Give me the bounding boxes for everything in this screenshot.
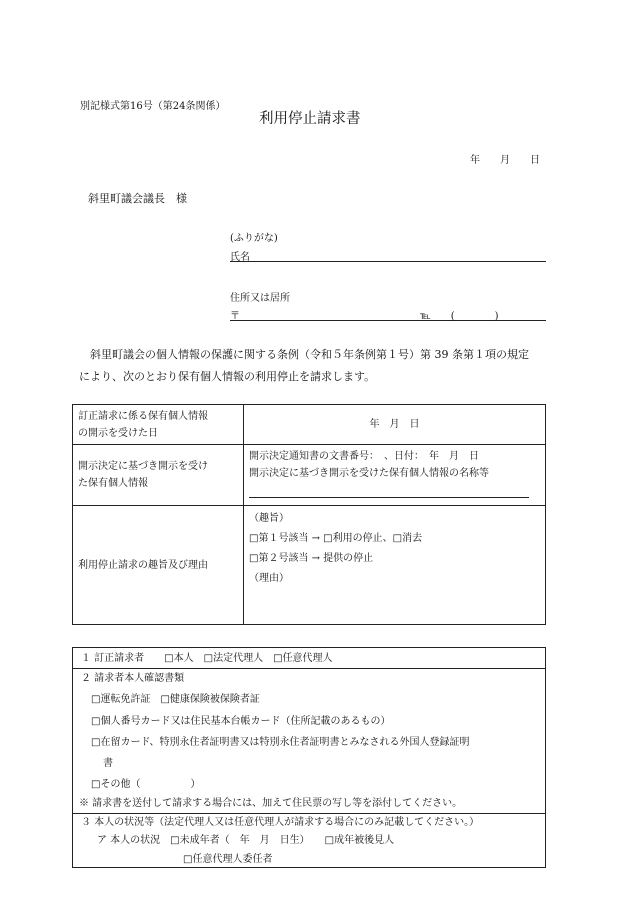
name-field[interactable] — [230, 248, 546, 262]
status-title: ３ 本人の状況等（法定代理人又は任意代理人が請求する場合にのみ記載してください。） — [81, 817, 480, 828]
disclosure-date-label: 訂正請求に係る保有個人情報 の開示を受けた日 — [73, 405, 244, 445]
id-doc-3-cont: 書 — [103, 758, 113, 769]
id-doc-other[interactable]: □その他（ ） — [91, 779, 201, 790]
tel-mark: ℡ ( ) — [420, 311, 499, 322]
address-label: 住所又は居所 — [230, 293, 290, 304]
furigana-label: (ふりがな) — [230, 233, 278, 244]
status-line-2[interactable]: □任意代理人委任者 — [183, 854, 273, 865]
purpose-reason-field[interactable]: （趣旨） □第１号該当 → □利用の停止、□消去 □第２号該当 → 提供の停止 （理由） — [244, 506, 546, 625]
date-line: 年 月 日 — [470, 155, 540, 166]
page-title: 利用停止請求書 — [259, 111, 361, 127]
intro-line-2: により、次のとおり保有個人情報の利用停止を請求します。 — [79, 370, 376, 383]
disclosed-info-label: 開示決定に基づき開示を受け た保有個人情報 — [73, 445, 244, 506]
requester-info-box — [72, 647, 546, 868]
id-doc-3[interactable]: □在留カード、特別永住者証明書又は特別永住者証明書とみなされる外国人登録証明 — [91, 737, 470, 748]
address-field[interactable] — [230, 307, 546, 321]
request-table — [72, 404, 546, 625]
mail-note: ※ 請求書を送付して請求する場合には、加えて住民票の写し等を添付してください。 — [79, 798, 463, 809]
status-line-1[interactable]: ア 本人の状況 □未成年者（ 年 月 日生） □成年被後見人 — [97, 835, 395, 846]
form-number: 別記様式第16号（第24条関係） — [80, 101, 226, 112]
name-label: 氏名 — [230, 252, 250, 263]
disclosure-date-field[interactable]: 年 月 日 — [244, 405, 546, 445]
purpose-reason-label: 利用停止請求の趣旨及び理由 — [73, 506, 244, 625]
intro-line-1: 斜里町議会の個人情報の保護に関する条例（令和５年条例第１号）第 39 条第１項の規定 — [90, 348, 529, 361]
disclosed-info-field[interactable]: 開示決定通知書の文書番号： 、日付： 年 月 日 開示決定に基づき開示を受けた保有個人情報の名称等 — [244, 445, 546, 506]
id-docs-title: ２ 請求者本人確認書類 — [81, 673, 185, 684]
postal-mark: 〒 — [230, 311, 240, 322]
requester-type[interactable]: １ 訂正請求者 □本人 □法定代理人 □任意代理人 — [81, 653, 333, 664]
addressee: 斜里町議会議長 様 — [88, 192, 187, 205]
id-doc-1[interactable]: □運転免許証 □健康保険被保険者証 — [91, 694, 260, 705]
id-doc-2[interactable]: □個人番号カード又は住民基本台帳カード（住所記載のあるもの） — [91, 716, 391, 727]
